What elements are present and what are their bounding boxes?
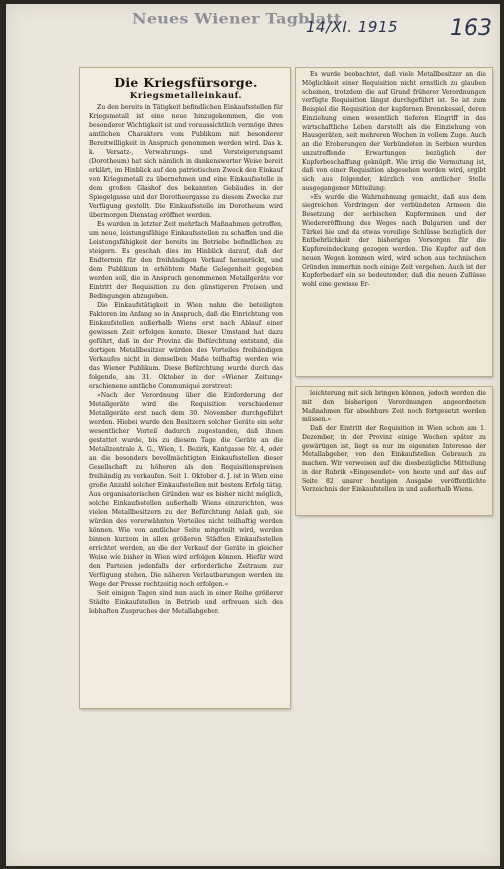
article-paragraph: Es wurden in letzter Zeit mehrfach Maßnahmen getroffen, um neue, leistungsfähige Einkaufsstellen zu schaffen und die Leistungsfähigkeit der bereits im Betriebe befindlichen zu steigern. Es geschah dies im Hinblick darauf, daß der Endtermin für den freihändigen Verkauf heranrückt, und dem Publikum in erhöhtem Maße Gelegenheit gegeben werden soll, die in Anspruch genommenen Metallgeräte vor Eintritt der Requisition zu den günstigeren Preisen und Bedingungen abzugeben. bbox=[89, 221, 283, 300]
article-clipping-right-top bbox=[296, 68, 492, 376]
article-clipping-left bbox=[80, 68, 290, 708]
article-paragraph: Zu den bereits in Tätigkeit befindlichen Einkaufsstellen für Kriegsmetall ist eine neue hinzugekommen, die von besonderer Wichtigkeit ist und voraussichtlich vermöge ihres amtlichen Charakters vom Publikum mit besonderer Bereitwilligkeit in Anspruch genommen werden wird. Das k. k. Versatz-, Verwahrungs- und Versteigerungsamt (Dorotheum) hat sich nämlich in dankenswerter Weise bereit erklärt, im Hinblick auf den patriotischen Zweck den Einkauf von Kriegsmetall zu übernehmen und eine Einkaufsstelle in dem großen Glashof des bekannten Gebäudes in der Spiegelgasse und der Dorotheergasse zu diesem Zwecke zur Verfügung gestellt. Die Einkaufsstelle im Dorotheum wird übermorgen Dienstag eröffnet werden. bbox=[89, 104, 283, 219]
article-paragraph: Die Einkaufstätigkeit in Wien nahm die beteiligten Faktoren im Anfang so in Anspruch, daß die Einrichtung von Einkaufstellen außerhalb Wiens erst nach Ablauf einer gewissen Zeit erfolgen konnte. Dieser Umstand hat dazu geführt, daß in der Provinz die Befürchtung entstand, die dortigen Metallbesitzer würden des Vorteiles freihändigen Verkaufes nicht in demselben Maße teilhaftig werden wie das Wiener Publikum. Diese Befürchtung wurde durch das folgende, am 31. Oktober in der »Wiener Zeitung« erschienene amtliche Communiqué zerstreut: bbox=[89, 302, 283, 390]
article-paragraph: Daß der Eintritt der Requisition in Wien schon am 1. Dezember, in der Provinz einige Wochen später zu gewärtigen ist, liegt es nur im eigensten Interesse der Metallabgeber, von den Einkaufstellen Gebrauch zu machen. Wir verweisen auf die diesbezügliche Mitteilung in der Rubrik »Eingesendet« von heute und auf das auf Seite 82 unsrer heutigen Ausgabe veröffentlichte Verzeichnis der Einkaufstellen in und außerhalb Wiens. bbox=[302, 425, 486, 494]
article-clipping-right-bottom bbox=[296, 387, 492, 515]
article-paragraph: »Nach der Verordnung über die Einforderung der Metallgeräte wird die Requisition verschiedener Metallgeräte erst nach dem 30. November durchgeführt werden. Hiebei wurde den Besitzern solcher Geräte ein sehr wesentlicher Vorteil dadurch zugestanden, daß ihnen gestattet wurde, bis zu diesem Tage die Geräte an die Metallzentrale A. G., Wien, 1. Bezirk, Kantgasse Nr. 4, oder an die besonders bevollmächtigten Einkaufsstellen dieser Gesellschaft zu höheren als den Requisitionspreisen freihändig zu verkaufen. Seit 1. Oktober d. J. ist in Wien eine große Anzahl solcher Einkaufsstellen mit bestem Erfolg tätig. Aus organisatorischen Gründen war es bisher nicht möglich, solche Einkaufsstellen außerhalb Wiens einzurichten, was vielen Metallbesitzern zu der Befürchtung Anlaß gab, sie würden des vorerwähnten Vorteiles nicht teilhaftig werden können. Wie von amtlicher Seite mitgeteilt wird, werden binnen kurzem in allen größeren Städten Einkaufsstellen errichtet werden, an die der Verkauf der Geräte in gleicher Weise wie bisher in Wien wird erfolgen können. Hiefür wird den Parteien jedenfalls der erforderliche Zeitraum zur Verfügung stehen. Die näheren Verlautbarungen werden im Wege der Presse rechtzeitig noch erfolgen.« bbox=[89, 392, 283, 588]
newspaper-masthead: Neues Wiener Tagblatt bbox=[132, 9, 342, 28]
handwritten-date: 14/XI. 1915 bbox=[306, 18, 399, 36]
article-subtitle: Kriegsmetalleinkauf. bbox=[129, 91, 243, 101]
article-title: Die Kriegsfürsorge. bbox=[114, 75, 258, 90]
archive-sheet bbox=[6, 4, 500, 866]
article-paragraph: Es wurde beobachtet, daß viele Metallbesitzer an die Möglichkeit einer Requisition nicht ernstlich zu glauben scheinen, trotzdem die auf Grund früherer Verordnungen verfügte Requisition längst durchgeführt ist. So ist zum Beispiel die Requisition der kupfernen Brennkessel, deren Einziehung einen wesentlich tieferen Eingriff in das wirtschaftliche Leben darstellt als die Einziehung von Hausgeräten, seit mehreren Wochen in vollem Zuge. Auch an die Eroberungen der Verbündeten in Serbien wurden unzutreffende Erwartungen bezüglich der Kupferbeschaffung geknüpft. Wie irrig die Vermutung ist, daß von einer Requisition abgesehen werden wird, ergibt sich aus folgender, kürzlich von amtlicher Stelle ausgegangener Mitteilung: bbox=[302, 71, 486, 192]
article-paragraph: leichterung mit sich bringen können, jedoch werden die mit den bisherigen Verordnungen angeordneten Maßnahmen für absehbare Zeit noch fortgesetzt werden müssen.« bbox=[302, 390, 486, 424]
article-paragraph: Seit einigen Tagen sind nun auch in einer Reihe größerer Städte Einkaufstellen in Betrieb und erfreuen sich des lebhaften Zuspruches der Metallabgeber. bbox=[89, 590, 283, 615]
article-paragraph: »Es wurde die Wahrnehmung gemacht, daß aus dem siegreichen Vordringen der verbündeten Armeen die Besetzung der serbischen Kupferminen und der Wiedereröffnung des Weges nach Bulgarien und der Türkei hie und da etwas voreilige Schlüsse bezüglich der Entbehrlichkeit der bisherigen Vorsorgen für die Kupfereindeckung gezogen werden. Die Kupfer auf den neuen Wegen kommen wird, wird schon aus technischen Gründen immerhin noch einige Zeit vergehen. Auch ist der Kupferbedarf ein so bedeutender, daß die neuen Zuflüsse wohl eine gewisse Er- bbox=[302, 193, 486, 288]
handwritten-page-number: 163 bbox=[450, 16, 492, 41]
